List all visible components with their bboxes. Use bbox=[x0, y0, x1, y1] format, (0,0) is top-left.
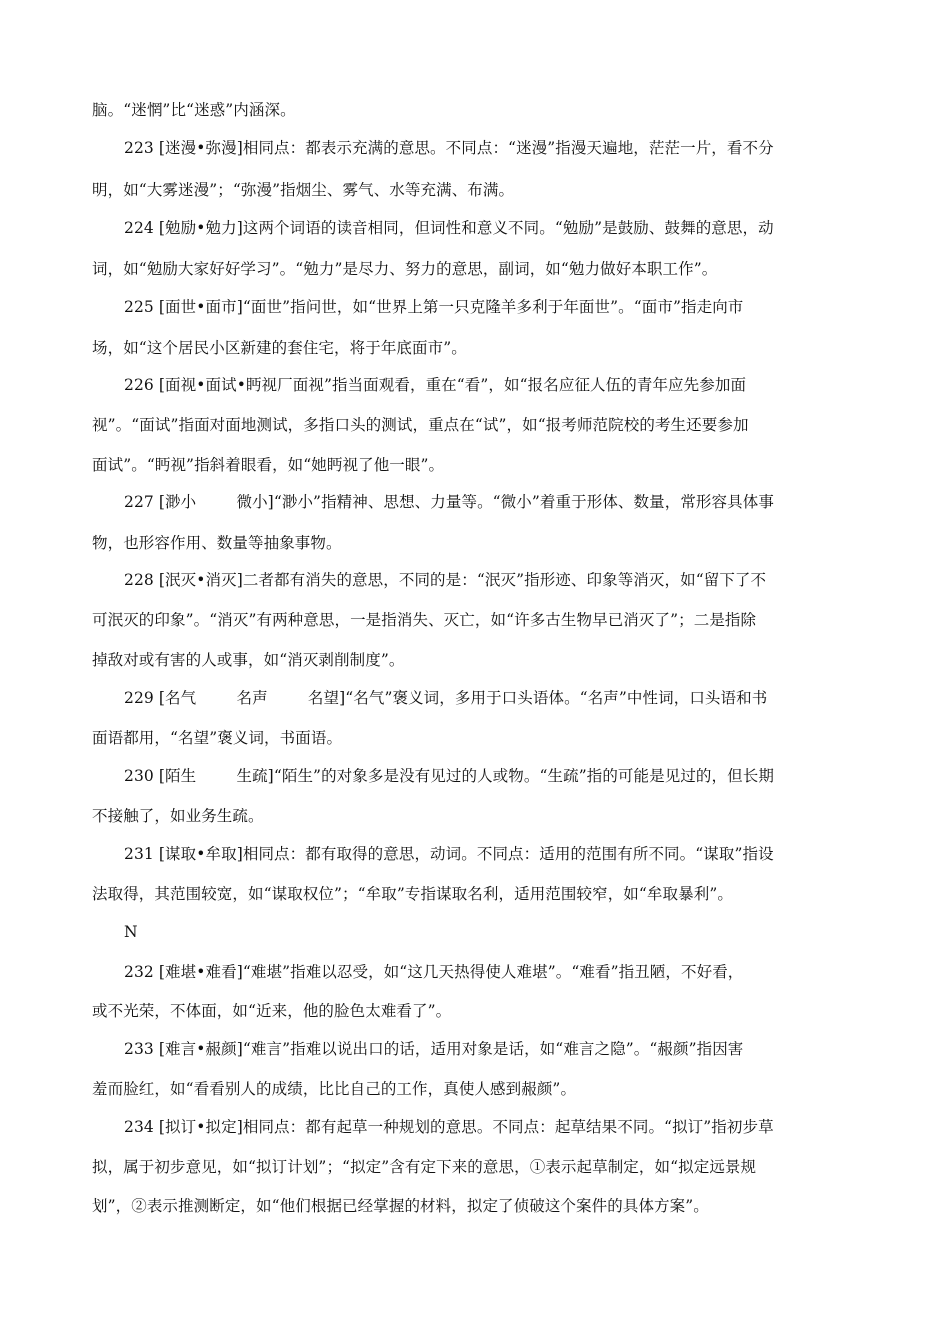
text-line: 拟，属于初步意见，如“拟订计划”；“拟定”含有定下来的意思，①表示起草制定，如“拟定远景规 bbox=[92, 1158, 757, 1176]
entry-231-line: 231 [谋取•牟取]相同点：都有取得的意思，动词。不同点：适用的范围有所不同。“谋取”指设 bbox=[124, 845, 774, 863]
text-line: 掉敌对或有害的人或事，如“消灭剥削制度”。 bbox=[92, 651, 405, 669]
entry-225-line: 225 [面世•面市]“面世”指问世，如“世界上第一只克隆羊多利于年面世”。“面市”指走向市 bbox=[124, 298, 744, 316]
text-line: 不接触了，如业务生疏。 bbox=[92, 807, 264, 825]
text-line: 划”，②表示推测断定，如“他们根据已经掌握的材料，拟定了侦破这个案件的具体方案”。 bbox=[92, 1197, 709, 1215]
entry-223-line: 223 [迷漫•弥漫]相同点：都表示充满的意思。不同点：“迷漫”指漫天遍地，茫茫一片，看不分 bbox=[124, 139, 774, 157]
entry-226-line: 226 [面视•面试•眄视厂面视”指当面观看，重在“看”，如“报名应征人伍的青年应先参加面 bbox=[124, 376, 747, 394]
entry-229-line: 229 [名气 名声 名望]“名气”褒义词，多用于口头语体。“名声”中性词，口头语和书 bbox=[124, 689, 768, 707]
text-line: 可泯灭的印象”。“消灭”有两种意思，一是指消失、灭亡，如“许多古生物早已消灭了”；二是指除 bbox=[92, 611, 757, 629]
text-line: 羞而脸红，如“看看别人的成绩，比比自己的工作，真使人感到赧颜”。 bbox=[92, 1080, 577, 1098]
entry-228-line: 228 [泯灭•消灭]二者都有消失的意思，不同的是：“泯灭”指形迹、印象等消灭，如“留下了不 bbox=[124, 571, 767, 589]
text-line: 面试”。“眄视”指斜着眼看，如“她眄视了他一眼”。 bbox=[92, 456, 445, 474]
text-line: 场，如“这个居民小区新建的套住宅，将于年底面市”。 bbox=[92, 339, 467, 357]
entry-232-line: 232 [难堪•难看]“难堪”指难以忍受，如“这几天热得使人难堪”。“难看”指丑陋，不好看， bbox=[124, 963, 744, 981]
text-line: 脑。“迷惘”比“迷惑”内涵深。 bbox=[92, 101, 296, 119]
text-line: 词，如“勉励大家好好学习”。“勉力”是尽力、努力的意思，副词，如“勉力做好本职工作”。 bbox=[92, 260, 718, 278]
text-line: 或不光荣，不体面，如“近来，他的脸色太难看了”。 bbox=[92, 1002, 452, 1020]
entry-224-line: 224 [勉励•勉力]这两个词语的读音相同，但词性和意义不同。“勉励”是鼓励、鼓舞的意思，动 bbox=[124, 219, 774, 237]
text-line: 法取得，其范围较宽，如“谋取权位”；“牟取”专指谋取名利，适用范围较窄，如“牟取暴利”。 bbox=[92, 885, 733, 903]
section-letter: N bbox=[124, 923, 138, 941]
entry-234-line: 234 [拟订•拟定]相同点：都有起草一种规划的意思。不同点：起草结果不同。“拟订”指初步草 bbox=[124, 1118, 774, 1136]
entry-230-line: 230 [陌生 生疏]“陌生”的对象多是没有见过的人或物。“生疏”指的可能是见过的，但长期 bbox=[124, 767, 774, 785]
text-line: 明，如“大雾迷漫”；“弥漫”指烟尘、雾气、水等充满、布满。 bbox=[92, 181, 515, 199]
text-line: 视”。“面试”指面对面地测试，多指口头的测试，重点在“试”，如“报考师范院校的考生还要参加 bbox=[92, 416, 749, 434]
entry-227-line: 227 [渺小 微小]“渺小”指精神、思想、力量等。“微小”着重于形体、数量，常形容具体事 bbox=[124, 493, 774, 511]
text-line: 物，也形容作用、数量等抽象事物。 bbox=[92, 534, 342, 552]
entry-233-line: 233 [难言•赧颜]“难言”指难以说出口的话，适用对象是话，如“难言之隐”。“赧颜”指因害 bbox=[124, 1040, 744, 1058]
text-line: 面语都用，“名望”褒义词，书面语。 bbox=[92, 729, 343, 747]
